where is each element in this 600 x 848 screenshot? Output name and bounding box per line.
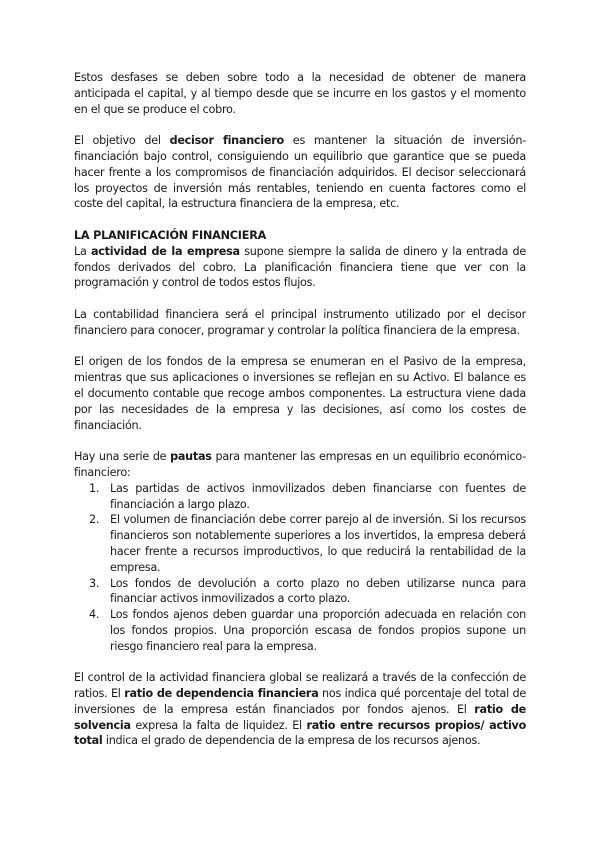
text-run: supone siempre la salida de dinero y la entrada de fondos derivados del cobro. La planificación financiera tiene que ver con la programación y control de todos estos flujos. [74, 244, 526, 290]
text-run: expresa la falta de liquidez. El [130, 718, 307, 732]
paragraph-actividad [74, 244, 526, 291]
text-run: para mantener las empresas en un equilibrio económico-financiero: [74, 450, 526, 479]
section-heading: LA PLANIFICACIÓN FINANCIERA [74, 228, 267, 242]
bold-term: decisor financiero [169, 134, 284, 148]
list-number: 1. [89, 481, 100, 495]
list-text: Los fondos de devolución a corto plazo no deben utilizarse nunca para financiar activos inmovilizados a corto plazo. [110, 576, 526, 606]
paragraph-pautas [74, 449, 526, 481]
text-run: La [74, 244, 91, 258]
paragraph-ratios [74, 670, 526, 749]
paragraph-origen-fondos: El origen de los fondos de la empresa se enumeran en el Pasivo de la empresa, mientras que sus aplicaciones o inversiones se reflejan en su Activo. El balance es el documento contable que recoge ambos componentes. La estructura viene dada por las necesidades de la empresa y las decisiones, así como los costes de financiación. [74, 355, 526, 432]
list-text: Las partidas de activos inmovilizados deben financiarse con fuentes de financiación a largo plazo. [110, 481, 526, 511]
text-run: El objetivo del [74, 134, 170, 148]
paragraph-decisor [74, 133, 526, 212]
list-text: Los fondos ajenos deben guardar una proporción adecuada en relación con los fondos propios. Una proporción escasa de fondos propios supone un riesgo financiero real para la empresa. [110, 608, 526, 653]
bold-term: ratio entre recursos propios/ activo total [74, 718, 527, 748]
bold-term: pautas [170, 450, 212, 464]
bold-term: actividad de la empresa [91, 244, 240, 258]
paragraph-desfases: Estos desfases se deben sobre todo a la necesidad de obtener de manera anticipada el capital, y al tiempo desde que se incurre en los gastos y el momento en el que se produce el cobro. [74, 71, 526, 116]
text-run: Hay una serie de [74, 450, 171, 464]
bold-term: ratio de solvencia [74, 702, 526, 732]
list-number: 3. [89, 576, 100, 590]
paragraph-contabilidad: La contabilidad financiera será el principal instrumento utilizado por el decisor financiero para conocer, programar y controlar la política financiera de la empresa. [74, 307, 526, 337]
text-run: nos indica qué porcentaje del total de inversiones de la empresa están financiados por fondos ajenos. El [74, 687, 526, 716]
list-item [74, 607, 526, 654]
list-text: El volumen de financiación debe correr parejo al de inversión. Si los recursos financieros son notablemente superiores a los invertidos, la empresa deberá hacer frente a recursos improductivos, lo que reducirá la rentabilidad de la empresa. [110, 513, 526, 574]
pautas-list [74, 481, 526, 655]
list-item [74, 512, 526, 575]
list-number: 2. [89, 513, 100, 527]
bold-term: ratio de dependencia financiera [124, 687, 319, 701]
list-number: 4. [89, 608, 100, 622]
list-item [74, 576, 526, 608]
text-run: indica el grado de dependencia de la empresa de los recursos ajenos. [102, 734, 481, 748]
text-run: es mantener la situación de inversión-financiación bajo control, consiguiendo un equilibrio que garantice que se pueda hacer frente a los compromisos de financiación adquiridos. El decisor seleccionará los proyectos de inversión más rentables, teniendo en cuenta factores como el coste del capital, la estructura financiera de la empresa, etc. [74, 134, 526, 211]
list-item [74, 481, 526, 513]
text-run: El control de la actividad financiera global se realizará a través de la confección de ratios. El [74, 671, 526, 701]
